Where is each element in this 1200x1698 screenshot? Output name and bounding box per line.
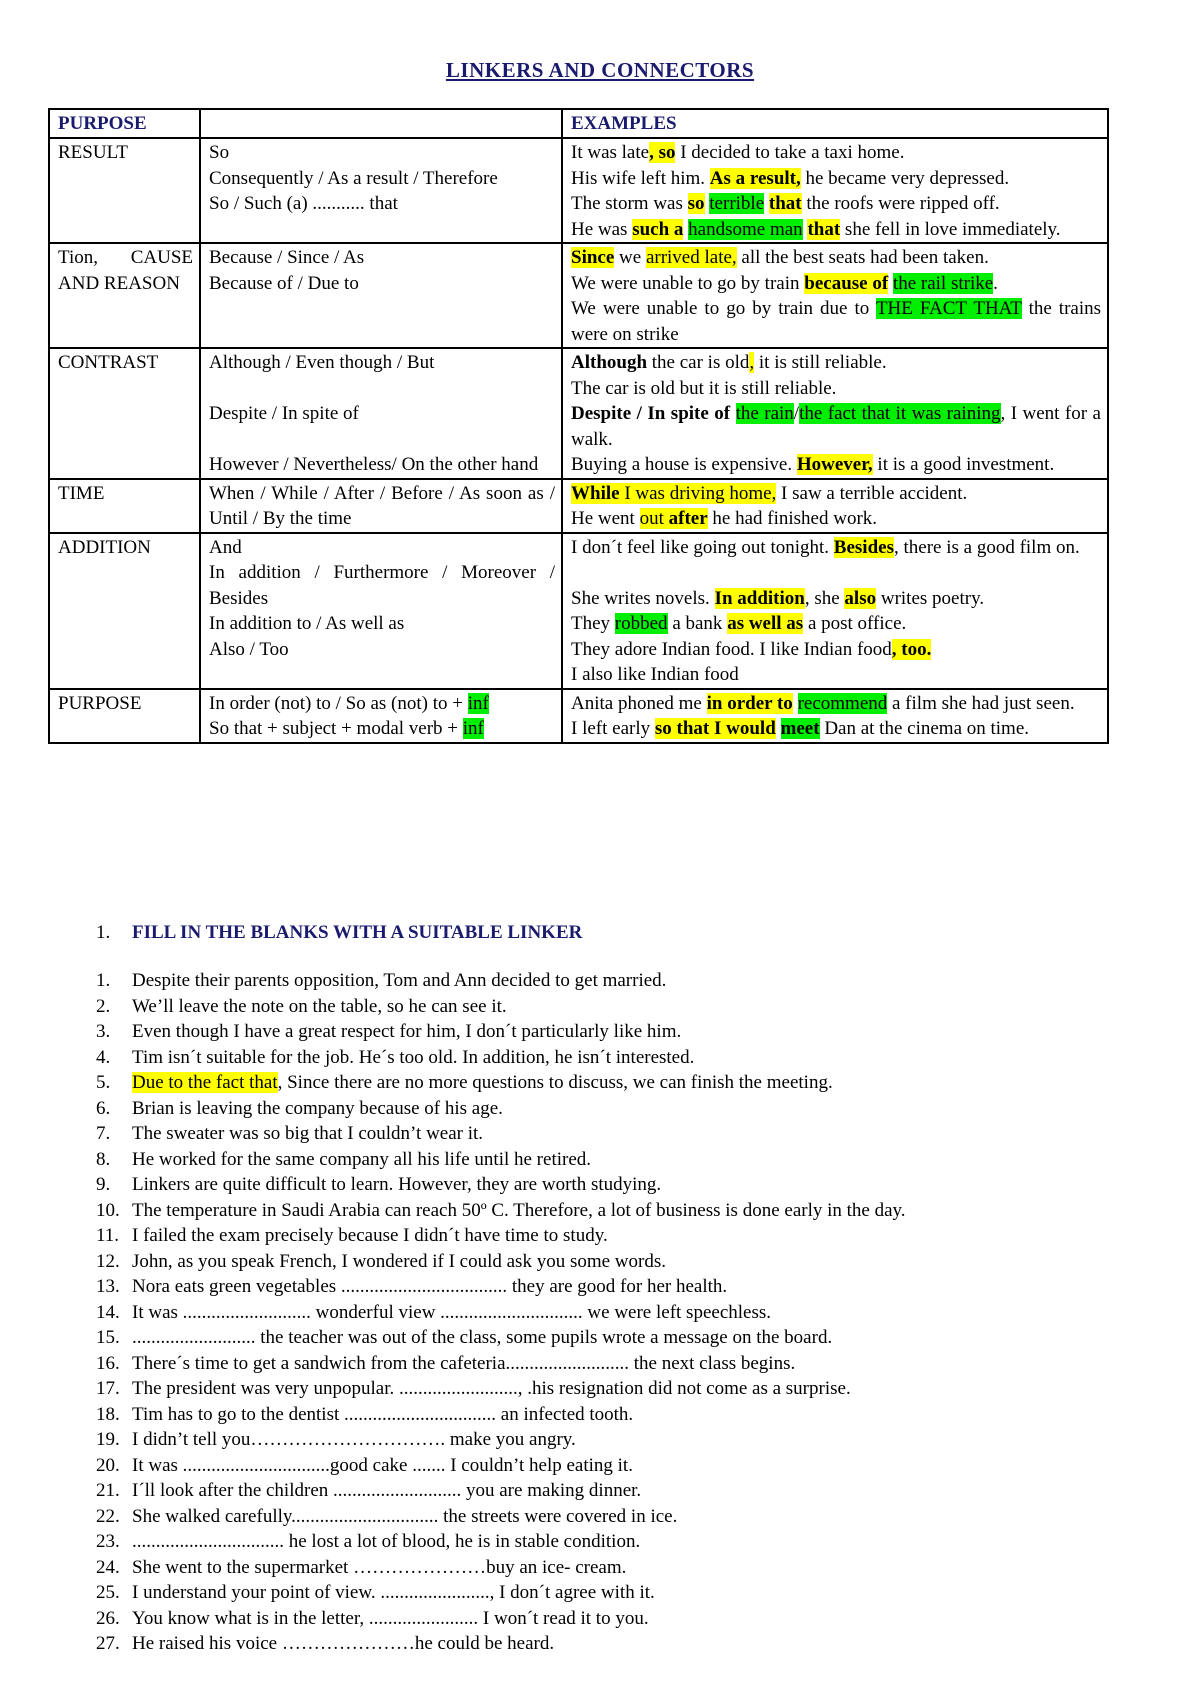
highlighted-text: so	[687, 193, 705, 214]
exercise-item-text	[132, 1631, 554, 1657]
text-segment: The temperature in Saudi Arabia can reach 50º C. Therefore, a lot of business is done early in the day.	[132, 1199, 906, 1221]
text-segment: it is a good investment.	[872, 454, 1055, 475]
highlighted-text: As a result,	[709, 167, 801, 189]
text-segment: Anita phoned me	[571, 692, 707, 714]
text-segment: Brian is leaving the company because of his age.	[132, 1097, 503, 1119]
highlighted-text: as well as	[727, 613, 804, 634]
text-segment: it is still reliable.	[754, 352, 887, 373]
exercise-item	[96, 1453, 1136, 1479]
exercise-item-number: 4.	[96, 1046, 111, 1068]
text-segment: ................................ he lost a lot of blood, he is in stable condition.	[132, 1531, 641, 1552]
examples-cell	[562, 138, 1108, 243]
linkers-cell	[200, 689, 562, 743]
text-segment: We’ll leave the note on the table, so he can see it.	[132, 995, 507, 1017]
text-segment: he became very depressed.	[800, 167, 1010, 189]
highlighted-text: because of	[804, 272, 889, 294]
exercise-item-number: 20.	[96, 1454, 120, 1476]
highlighted-text: inf	[462, 718, 484, 739]
exercise-number: 1.	[96, 922, 111, 943]
exercise-item-text	[132, 1300, 771, 1326]
text-segment: I failed the exam precisely because I didn´t have time to study.	[132, 1225, 608, 1246]
highlighted-text: so that I would	[654, 718, 776, 739]
linker-line: Also / Too	[209, 638, 289, 660]
exercise-item	[96, 1580, 1136, 1606]
highlighted-text: handsome man	[688, 218, 803, 240]
text-segment: I decided to take a taxi home.	[675, 142, 905, 163]
exercise-item-text	[132, 1223, 608, 1249]
text-segment: I also like Indian food	[571, 664, 739, 685]
exercise-item	[96, 1223, 1136, 1249]
highlighted-text: Due to the fact that	[132, 1072, 278, 1093]
exercise-item	[96, 1096, 1136, 1122]
exercise-item	[96, 1504, 1136, 1530]
exercise-item-number: 3.	[96, 1021, 111, 1042]
text-segment: Buying a house is expensive.	[571, 454, 797, 475]
exercise-item-number: 14.	[96, 1301, 120, 1323]
example-sentence	[571, 191, 1101, 217]
exercise-item	[96, 1121, 1136, 1147]
text-segment: the trains were on strike	[571, 298, 1101, 345]
highlighted-text: such a	[632, 218, 684, 240]
text-segment: Although	[571, 352, 648, 373]
exercise-item	[96, 1402, 1136, 1428]
linkers-cell	[200, 348, 562, 479]
highlighted-text: THE FACT THAT	[875, 298, 1022, 319]
linker-line: Because of / Due to	[209, 272, 359, 294]
header-purpose: PURPOSE	[49, 109, 200, 138]
text-segment: So that + subject + modal verb +	[209, 718, 463, 739]
table-row	[49, 479, 1108, 533]
linkers-cell	[200, 243, 562, 348]
example-sentence	[571, 452, 1101, 478]
highlighted-text: that	[768, 193, 802, 214]
exercise-item-number: 10.	[96, 1199, 120, 1221]
linker-line	[209, 716, 555, 742]
text-segment: We were unable to go by train	[571, 272, 805, 294]
exercise-item	[96, 1070, 1136, 1096]
highlighted-text: the rain	[735, 403, 794, 424]
purpose-cell: RESULT	[49, 138, 200, 243]
example-sentence	[571, 481, 1101, 507]
exercise-item	[96, 1249, 1136, 1275]
text-segment: She walked carefully............................... the streets were covered in ice.	[132, 1505, 678, 1527]
linker-line: In addition / Furthermore / Moreover / Besides	[209, 562, 555, 609]
table-row	[49, 533, 1108, 689]
text-segment: The president was very unpopular. ........................., .his resignation did not come as a surprise.	[132, 1378, 851, 1399]
exercise-heading-text: FILL IN THE BLANKS WITH A SUITABLE LINKER	[132, 922, 583, 943]
text-segment: In order (not) to / So as (not) to +	[209, 692, 468, 714]
exercise-item	[96, 1376, 1136, 1402]
exercise-item-text	[132, 968, 666, 994]
text-segment: Even though I have a great respect for him, I don´t particularly like him.	[132, 1021, 682, 1042]
text-segment: She went to the supermarket …………………buy an ice- cream.	[132, 1556, 627, 1578]
text-segment: a post office.	[803, 613, 907, 634]
text-segment: Nora eats green vegetables ................................... they are good for her health.	[132, 1276, 728, 1297]
exercise-item-text	[132, 1606, 649, 1632]
exercise-item	[96, 968, 1136, 994]
highlighted-text: that	[807, 218, 841, 240]
text-segment: , she	[804, 587, 845, 609]
example-sentence	[571, 716, 1101, 742]
exercise-item-number: 27.	[96, 1633, 120, 1654]
text-segment: , there is a good film on.	[893, 536, 1080, 558]
text-segment: You know what is in the letter, ....................... I won´t read it to you.	[132, 1607, 649, 1629]
text-segment: He raised his voice …………………he could be heard.	[132, 1633, 555, 1654]
exercise-list	[96, 968, 1136, 1657]
text-segment: /	[793, 403, 800, 424]
text-segment: He worked for the same company all his life until he retired.	[132, 1148, 592, 1170]
exercise-item-number: 18.	[96, 1403, 120, 1425]
highlighted-text: the rail strike	[892, 272, 994, 294]
exercise-item-text	[132, 1376, 851, 1402]
exercise-item	[96, 1019, 1136, 1045]
linker-line	[209, 376, 555, 402]
exercise-item	[96, 1478, 1136, 1504]
text-segment: .......................... the teacher was out of the class, some pupils wrote a message on the board.	[132, 1327, 833, 1348]
highlighted-text: In addition	[714, 587, 805, 609]
highlighted-text: terrible	[709, 193, 765, 214]
exercise-item-number: 12.	[96, 1250, 120, 1272]
exercise-item-number: 6.	[96, 1097, 111, 1119]
highlighted-text: Besides	[833, 536, 894, 558]
example-sentence	[571, 166, 1101, 192]
text-segment: The storm was	[571, 193, 688, 214]
purpose-cell: Tion, CAUSE AND REASON	[49, 243, 200, 348]
highlighted-text: in order to	[706, 692, 793, 714]
example-sentence	[571, 506, 1101, 532]
exercise-item-number: 24.	[96, 1556, 120, 1578]
text-segment: the roofs were ripped off.	[801, 193, 1000, 214]
exercise-item-text	[132, 994, 507, 1020]
highlighted-text: However,	[796, 454, 873, 475]
exercise-item	[96, 1045, 1136, 1071]
exercise-item	[96, 1351, 1136, 1377]
text-segment: I don´t feel like going out tonight.	[571, 536, 834, 558]
exercise-item-number: 8.	[96, 1148, 111, 1170]
exercise-item-number: 7.	[96, 1123, 111, 1144]
linker-line: Consequently / As a result / Therefore	[209, 167, 498, 189]
text-segment: she fell in love immediately.	[840, 218, 1061, 240]
examples-cell	[562, 348, 1108, 479]
highlighted-text: , so	[649, 142, 676, 163]
examples-cell	[562, 243, 1108, 348]
exercise-item-number: 9.	[96, 1174, 111, 1195]
exercise-item-text	[132, 1147, 591, 1173]
exercise-item-text	[132, 1198, 906, 1224]
highlighted-text: robbed	[614, 613, 668, 634]
exercise-item-text	[132, 1580, 655, 1606]
text-segment: .	[993, 272, 998, 294]
exercise-item-text	[132, 1555, 626, 1581]
text-segment: The car is old but it is still reliable.	[571, 377, 837, 399]
text-segment: We were unable to go by train due to	[571, 298, 876, 319]
highlighted-text: While	[571, 482, 620, 504]
exercise-item-text	[132, 1402, 633, 1428]
exercise-item-text	[132, 1019, 681, 1045]
text-segment: I understand your point of view. ......................., I don´t agree with it.	[132, 1582, 655, 1603]
exercise-item-number: 23.	[96, 1531, 120, 1552]
exercise-item	[96, 1325, 1136, 1351]
exercise-item-text	[132, 1325, 832, 1351]
page-title: LINKERS AND CONNECTORS	[445, 58, 755, 82]
linker-line: In addition to / As well as	[209, 613, 405, 634]
table-row	[49, 689, 1108, 743]
highlighted-text: inf	[467, 692, 489, 714]
purpose-cell: ADDITION	[49, 533, 200, 689]
header-examples: EXAMPLES	[562, 109, 1108, 138]
table-row	[49, 243, 1108, 348]
linker-line	[209, 427, 555, 453]
linker-line: So	[209, 142, 230, 163]
linkers-cell	[200, 138, 562, 243]
example-sentence	[571, 637, 1101, 663]
text-segment: It was ...............................good cake ....... I couldn’t help eating it.	[132, 1454, 633, 1476]
linker-line: When / While / After / Before / As soon as / Until / By the time	[209, 482, 555, 529]
text-segment: They	[571, 613, 615, 634]
example-sentence	[571, 535, 1101, 561]
exercise-item-number: 2.	[96, 995, 111, 1017]
exercise-item-number: 13.	[96, 1276, 120, 1297]
example-sentence	[571, 376, 1101, 402]
text-segment: He was	[571, 218, 633, 240]
exercise-item	[96, 1427, 1136, 1453]
exercise-item	[96, 1198, 1136, 1224]
exercise-item	[96, 994, 1136, 1020]
example-sentence	[571, 350, 1101, 376]
exercise-item	[96, 1274, 1136, 1300]
exercise-item-number: 16.	[96, 1352, 120, 1374]
exercise-item-text	[132, 1172, 661, 1198]
exercise-item	[96, 1606, 1136, 1632]
exercise-item-number: 19.	[96, 1429, 120, 1450]
text-segment: The sweater was so big that I couldn’t wear it.	[132, 1123, 484, 1144]
text-segment: I saw a terrible accident.	[776, 482, 968, 504]
linkers-table	[48, 108, 1109, 744]
table-header-row	[49, 109, 1108, 138]
text-segment: He went	[571, 508, 640, 529]
purpose-cell: PURPOSE	[49, 689, 200, 743]
exercise-item-number: 1.	[96, 970, 111, 991]
linkers-cell	[200, 533, 562, 689]
linker-line: So / Such (a) ........... that	[209, 193, 398, 214]
example-sentence	[571, 217, 1101, 243]
text-segment: Linkers are quite difficult to learn. However, they are worth studying.	[132, 1174, 662, 1195]
text-segment	[776, 718, 781, 739]
exercise-item-text	[132, 1478, 641, 1504]
text-segment	[793, 693, 798, 714]
text-segment: Despite / In spite of	[571, 403, 731, 424]
text-segment: a bank	[667, 613, 728, 634]
exercise-item-number: 25.	[96, 1582, 120, 1603]
highlighted-text: after	[668, 508, 708, 529]
exercise-item-text	[132, 1096, 503, 1122]
exercise-item-text	[132, 1504, 677, 1530]
text-segment: They adore Indian food. I like Indian food	[571, 638, 892, 660]
text-segment: , Since there are no more questions to discuss, we can finish the meeting.	[277, 1072, 833, 1093]
text-segment: all the best seats had been taken.	[736, 247, 989, 268]
exercise-item	[96, 1147, 1136, 1173]
text-segment: She writes novels.	[571, 587, 715, 609]
linker-line: Despite / In spite of	[209, 403, 359, 424]
linker-line	[209, 691, 555, 717]
text-segment: It was ........................... wonderful view .............................. we were left speechless.	[132, 1301, 772, 1323]
exercise-item	[96, 1172, 1136, 1198]
examples-cell	[562, 689, 1108, 743]
exercise-item-number: 5.	[96, 1072, 111, 1093]
text-segment: Dan at the cinema on time.	[819, 718, 1030, 739]
text-segment: a film she had just seen.	[887, 692, 1075, 714]
text-segment: the car is old	[647, 352, 750, 373]
highlighted-text: ,	[749, 352, 755, 373]
highlighted-text: I was driving home,	[619, 482, 777, 504]
exercise-heading	[96, 922, 582, 944]
example-sentence	[571, 401, 1101, 452]
examples-cell	[562, 533, 1108, 689]
linker-line: Although / Even though / But	[209, 352, 435, 373]
example-sentence	[571, 245, 1101, 271]
exercise-item-text	[132, 1121, 483, 1147]
text-segment: I´ll look after the children ........................... you are making dinner.	[132, 1480, 642, 1501]
text-segment	[730, 403, 735, 424]
table-row	[49, 348, 1108, 479]
exercise-item-text	[132, 1453, 633, 1479]
text-segment: Tim has to go to the dentist ................................ an infected tooth.	[132, 1403, 634, 1425]
exercise-item-number: 17.	[96, 1378, 120, 1399]
example-sentence	[571, 296, 1101, 347]
highlighted-text: Since	[571, 247, 615, 268]
highlighted-text: recommend	[797, 692, 888, 714]
text-segment: we	[614, 247, 646, 268]
exercise-item-number: 15.	[96, 1327, 120, 1348]
examples-cell	[562, 479, 1108, 533]
text-segment: I didn’t tell you…………………………. make you angry.	[132, 1429, 576, 1450]
example-sentence	[571, 611, 1101, 637]
example-sentence	[571, 586, 1101, 612]
exercise-item-text	[132, 1529, 640, 1555]
linker-line: And	[209, 536, 242, 558]
text-segment: There´s time to get a sandwich from the cafeteria.......................... the next class begins.	[132, 1352, 796, 1374]
text-segment: writes poetry.	[876, 587, 985, 609]
exercise-item	[96, 1631, 1136, 1657]
exercise-item-number: 22.	[96, 1505, 120, 1527]
exercise-item-text	[132, 1351, 795, 1377]
exercise-item-number: 26.	[96, 1607, 120, 1629]
example-sentence	[571, 560, 1101, 586]
exercise-item-text	[132, 1045, 694, 1071]
text-segment: , I went for a walk.	[571, 403, 1101, 450]
text-segment: Tim isn´t suitable for the job. He´s too old. In addition, he isn´t interested.	[132, 1046, 695, 1068]
exercise-item-text	[132, 1070, 833, 1096]
exercise-item-text	[132, 1249, 666, 1275]
highlighted-text: meet	[780, 718, 820, 739]
linkers-cell	[200, 479, 562, 533]
exercise-item-text	[132, 1274, 727, 1300]
text-segment: he had finished work.	[707, 508, 878, 529]
text-segment: It was late	[571, 142, 650, 163]
highlighted-text: out	[639, 508, 669, 529]
exercise-item-text	[132, 1427, 576, 1453]
linker-line: However / Nevertheless/ On the other hand	[209, 454, 539, 475]
purpose-cell: TIME	[49, 479, 200, 533]
exercise-item	[96, 1529, 1136, 1555]
highlighted-text: the fact that it was raining	[799, 403, 1001, 424]
highlighted-text: arrived late,	[645, 247, 737, 268]
highlighted-text: also	[844, 587, 877, 609]
table-row	[49, 138, 1108, 243]
exercise-item-number: 11.	[96, 1225, 120, 1246]
highlighted-text: , too.	[891, 638, 932, 660]
exercise-item-number: 21.	[96, 1480, 120, 1501]
example-sentence	[571, 140, 1101, 166]
exercise-item	[96, 1555, 1136, 1581]
purpose-cell: CONTRAST	[49, 348, 200, 479]
exercise-item	[96, 1300, 1136, 1326]
linker-line: Because / Since / As	[209, 247, 365, 268]
text-segment: John, as you speak French, I wondered if I could ask you some words.	[132, 1250, 667, 1272]
text-segment: I left early	[571, 718, 655, 739]
example-sentence	[571, 662, 1101, 688]
example-sentence	[571, 271, 1101, 297]
text-segment: His wife left him.	[571, 167, 710, 189]
example-sentence	[571, 691, 1101, 717]
text-segment: Despite their parents opposition, Tom and Ann decided to get married.	[132, 970, 667, 991]
header-linkers	[200, 109, 562, 138]
